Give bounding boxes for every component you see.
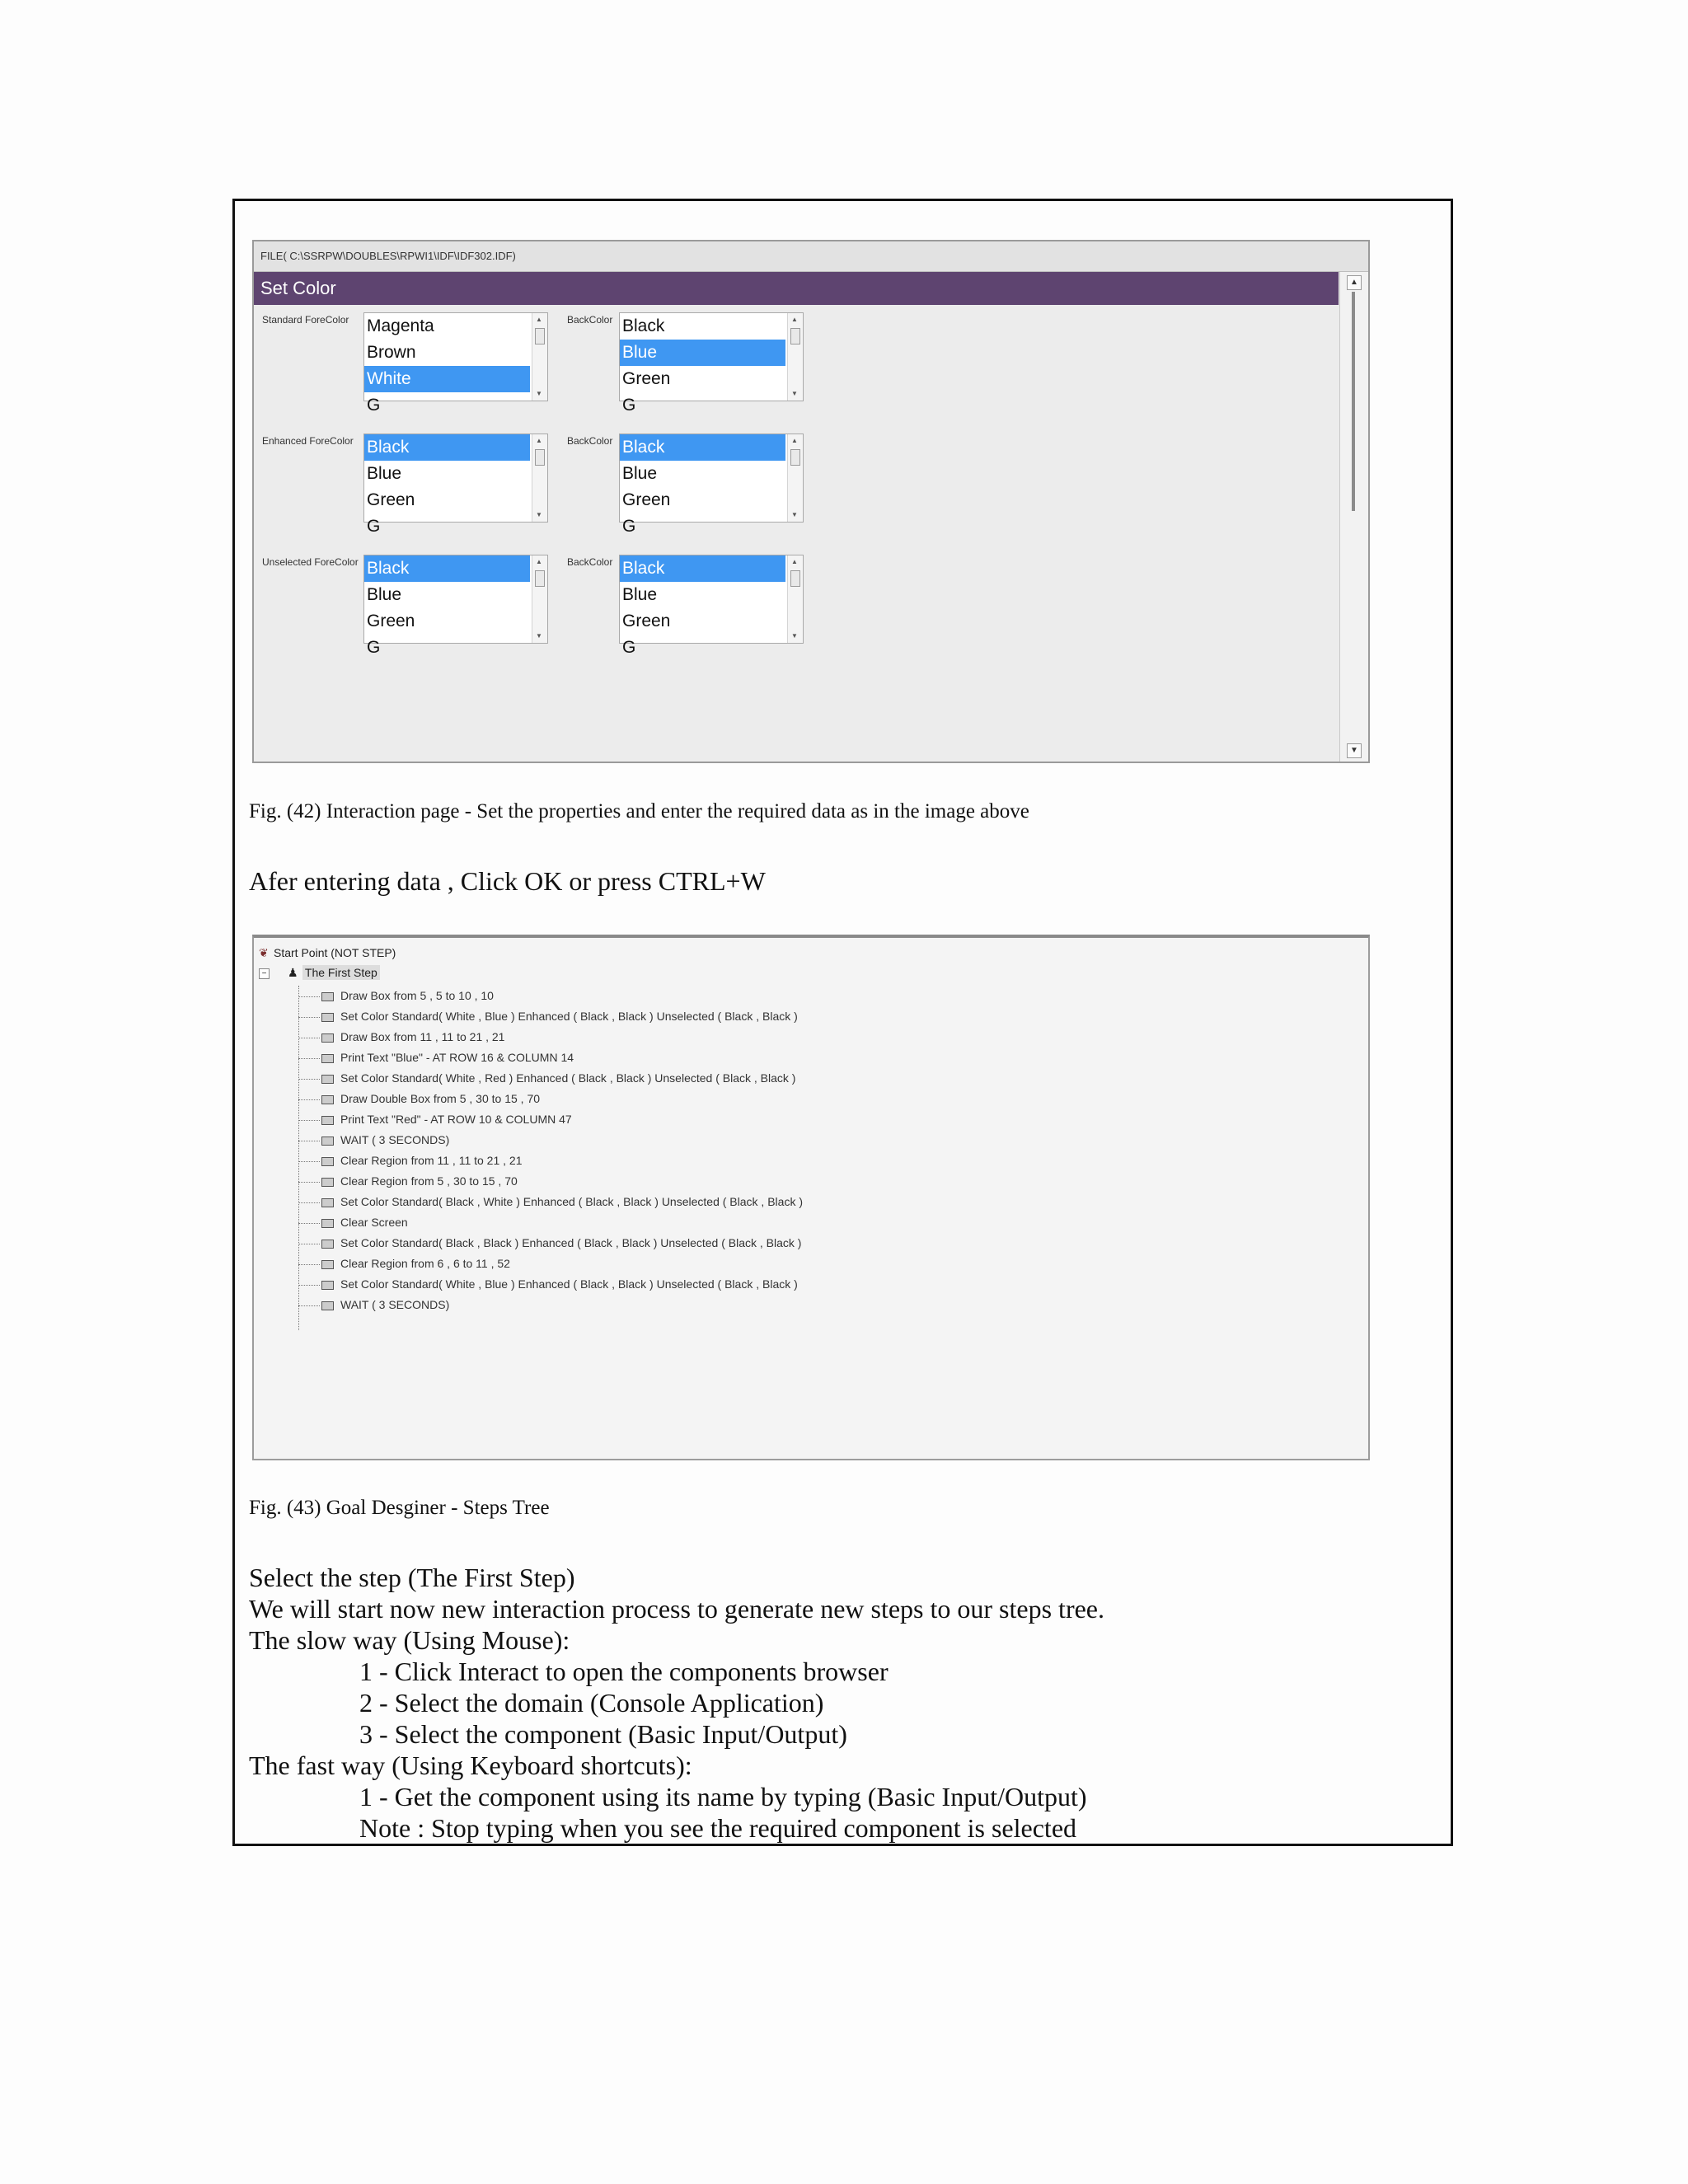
tree-connector — [298, 1120, 320, 1121]
step-icon — [321, 1219, 334, 1228]
list-scrollbar[interactable] — [532, 434, 547, 522]
tree-item[interactable] — [298, 1295, 449, 1315]
list-scroll-thumb[interactable] — [535, 449, 545, 466]
tree-item-label: Clear Region from 11 , 11 to 21 , 21 — [340, 1154, 523, 1167]
chevron-up-icon[interactable]: ▲ — [536, 437, 542, 444]
list-option-selected[interactable]: Black — [620, 555, 785, 582]
list-scroll-thumb[interactable] — [790, 328, 800, 344]
step-icon — [321, 1281, 334, 1290]
step-icon — [321, 1095, 334, 1104]
list-option[interactable]: G — [622, 396, 636, 415]
collapse-icon[interactable]: − — [259, 968, 270, 979]
list-option[interactable]: Green — [622, 612, 671, 630]
list-option[interactable]: Green — [367, 612, 415, 630]
chevron-up-icon[interactable]: ▲ — [791, 437, 798, 444]
list-scrollbar[interactable] — [532, 555, 547, 643]
unselected-forecolor-label: Unselected ForeColor — [262, 556, 359, 568]
tree-root-label: Start Point (NOT STEP) — [274, 946, 396, 959]
list-option[interactable]: Green — [622, 490, 671, 509]
step-person-icon: ♟ — [288, 966, 298, 979]
list-option[interactable]: Blue — [622, 464, 658, 483]
tree-item[interactable] — [298, 986, 494, 1006]
scroll-down-icon[interactable]: ▼ — [1347, 743, 1362, 758]
list-option[interactable]: G — [367, 517, 381, 536]
step-icon — [321, 1260, 334, 1269]
tree-item-label: WAIT ( 3 SECONDS) — [340, 1298, 450, 1311]
body-line-indented: 1 - Click Interact to open the components browser — [359, 1657, 889, 1686]
backcolor-label: BackColor — [567, 314, 613, 326]
tree-item[interactable] — [298, 1212, 408, 1233]
scroll-thumb[interactable] — [1352, 292, 1355, 511]
step-icon — [321, 1054, 334, 1063]
list-scrollbar[interactable] — [532, 313, 547, 401]
list-option[interactable]: Blue — [367, 464, 402, 483]
standard-forecolor-label: Standard ForeColor — [262, 314, 349, 326]
tree-step-label: The First Step — [302, 965, 380, 980]
tree-connector — [298, 996, 320, 997]
set-color-window — [252, 240, 1370, 763]
list-scroll-thumb[interactable] — [535, 570, 545, 587]
tree-item[interactable] — [298, 1233, 801, 1254]
step-icon — [321, 1013, 334, 1022]
chevron-down-icon[interactable]: ▼ — [536, 632, 542, 640]
tree-root[interactable] — [259, 946, 396, 960]
tree-item-label: Clear Screen — [340, 1216, 408, 1229]
chevron-down-icon[interactable]: ▼ — [791, 632, 798, 640]
step-icon — [321, 1178, 334, 1187]
list-option-selected[interactable]: Black — [364, 434, 530, 461]
scroll-up-icon[interactable]: ▲ — [1347, 275, 1362, 290]
tree-connector — [298, 1202, 320, 1203]
tree-item-label: Set Color Standard( Black , White ) Enhanced ( Black , Black ) Unselected ( Black , Black ) — [340, 1195, 803, 1208]
chevron-down-icon[interactable]: ▼ — [536, 511, 542, 518]
list-scroll-thumb[interactable] — [535, 328, 545, 344]
list-option[interactable]: Green — [367, 490, 415, 509]
tree-item-label: Clear Region from 6 , 6 to 11 , 52 — [340, 1257, 510, 1270]
figure-43-caption: Fig. (43) Goal Desginer - Steps Tree — [249, 1497, 550, 1519]
body-line: We will start now new interaction process to generate new steps to our steps tree. — [249, 1594, 1104, 1624]
tree-item-label: Set Color Standard( White , Blue ) Enhanced ( Black , Black ) Unselected ( Black , Black ) — [340, 1010, 798, 1023]
list-scrollbar[interactable] — [787, 313, 803, 401]
step-icon — [321, 1198, 334, 1207]
tree-item[interactable] — [298, 1192, 803, 1212]
tree-step-first[interactable] — [259, 966, 380, 980]
tree-connector — [298, 1223, 320, 1224]
list-option[interactable]: G — [622, 517, 636, 536]
list-option[interactable]: G — [367, 638, 381, 657]
standard-forecolor-list[interactable] — [363, 312, 548, 415]
tree-item[interactable] — [298, 1130, 449, 1151]
tree-item-label: Print Text "Blue" - AT ROW 16 & COLUMN 14 — [340, 1051, 574, 1064]
step-icon — [321, 1157, 334, 1166]
chevron-up-icon[interactable]: ▲ — [536, 558, 542, 565]
standard-backcolor-list[interactable] — [619, 312, 804, 415]
tree-item-label: Draw Box from 11 , 11 to 21 , 21 — [340, 1030, 505, 1043]
step-icon — [321, 992, 334, 1001]
list-scrollbar[interactable] — [787, 434, 803, 522]
tree-connector — [298, 1285, 320, 1286]
backcolor-label: BackColor — [567, 556, 613, 568]
tree-item[interactable] — [298, 1089, 540, 1109]
body-line-indented: 3 - Select the component (Basic Input/Output) — [359, 1719, 847, 1749]
enhanced-forecolor-label: Enhanced ForeColor — [262, 435, 354, 447]
tree-item-label: Print Text "Red" - AT ROW 10 & COLUMN 47 — [340, 1113, 572, 1126]
tree-item[interactable] — [298, 1254, 510, 1274]
body-line-indented: 2 - Select the domain (Console Application) — [359, 1688, 824, 1718]
body-line-indented: Note : Stop typing when you see the required component is selected — [359, 1813, 1077, 1843]
tree-connector — [298, 1305, 320, 1306]
chevron-down-icon[interactable]: ▼ — [791, 390, 798, 397]
step-icon — [321, 1033, 334, 1043]
list-option[interactable]: Blue — [367, 585, 402, 604]
tree-item[interactable] — [298, 1027, 504, 1047]
list-scrollbar[interactable] — [787, 555, 803, 643]
instruction-text: Afer entering data , Click OK or press CTRL+W — [249, 866, 766, 896]
start-point-icon: ❦ — [259, 946, 269, 959]
unselected-forecolor-list[interactable] — [363, 555, 548, 657]
tree-item-label: Clear Region from 5 , 30 to 15 , 70 — [340, 1174, 518, 1188]
tree-item-label: Set Color Standard( Black , Black ) Enhanced ( Black , Black ) Unselected ( Black , Black ) — [340, 1236, 802, 1249]
tree-item[interactable] — [298, 1151, 523, 1171]
step-icon — [321, 1301, 334, 1310]
tree-item[interactable] — [298, 1047, 574, 1068]
window-scrollbar[interactable] — [1339, 272, 1368, 762]
list-option-selected[interactable]: Black — [364, 555, 530, 582]
tree-connector — [298, 1099, 320, 1100]
body-line: The slow way (Using Mouse): — [249, 1625, 570, 1655]
list-scroll-thumb[interactable] — [790, 449, 800, 466]
chevron-down-icon[interactable]: ▼ — [791, 511, 798, 518]
tree-item-label: Set Color Standard( White , Red ) Enhanced ( Black , Black ) Unselected ( Black , Black ) — [340, 1071, 796, 1085]
file-path-bar: FILE( C:\SSRPW\DOUBLES\RPWI1\IDF\IDF302.IDF) — [254, 241, 1368, 272]
tree-connector — [298, 1161, 320, 1162]
tree-connector — [298, 1017, 320, 1018]
tree-item[interactable] — [298, 1006, 798, 1027]
tree-item[interactable] — [298, 1171, 518, 1192]
enhanced-forecolor-list[interactable] — [363, 434, 548, 536]
tree-connector — [298, 1079, 320, 1080]
list-option-selected[interactable]: White — [364, 366, 530, 392]
tree-connector — [298, 1058, 320, 1059]
chevron-up-icon[interactable]: ▲ — [791, 558, 798, 565]
backcolor-label: BackColor — [567, 435, 613, 447]
set-color-title: Set Color — [254, 272, 1339, 305]
list-option[interactable]: Blue — [622, 585, 658, 604]
list-option[interactable]: Magenta — [367, 316, 434, 335]
list-option-selected[interactable]: Blue — [620, 340, 785, 366]
tree-item[interactable] — [298, 1109, 572, 1130]
tree-connector — [298, 1182, 320, 1183]
list-option-selected[interactable]: Black — [620, 434, 785, 461]
tree-item-label: Draw Double Box from 5 , 30 to 15 , 70 — [340, 1092, 541, 1105]
body-line: The fast way (Using Keyboard shortcuts): — [249, 1750, 692, 1780]
chevron-up-icon[interactable]: ▲ — [791, 316, 798, 323]
unselected-backcolor-list[interactable] — [619, 555, 804, 657]
step-icon — [321, 1116, 334, 1125]
step-icon — [321, 1240, 334, 1249]
tree-item-label: Draw Box from 5 , 5 to 10 , 10 — [340, 989, 494, 1002]
tree-item-label: WAIT ( 3 SECONDS) — [340, 1133, 450, 1146]
enhanced-backcolor-list[interactable] — [619, 434, 804, 536]
figure-42-caption: Fig. (42) Interaction page - Set the properties and enter the required data as in the image above — [249, 800, 1029, 823]
tree-item[interactable] — [298, 1068, 795, 1089]
list-option[interactable]: Black — [622, 316, 665, 335]
tree-item[interactable] — [298, 1274, 798, 1295]
list-scroll-thumb[interactable] — [790, 570, 800, 587]
tree-item-label: Set Color Standard( White , Blue ) Enhanced ( Black , Black ) Unselected ( Black , Black ) — [340, 1277, 798, 1291]
steps-tree-panel — [252, 935, 1370, 1460]
step-icon — [321, 1137, 334, 1146]
list-option[interactable]: G — [622, 638, 636, 657]
chevron-up-icon[interactable]: ▲ — [536, 316, 542, 323]
step-icon — [321, 1075, 334, 1084]
chevron-down-icon[interactable]: ▼ — [536, 390, 542, 397]
body-line-indented: 1 - Get the component using its name by typing (Basic Input/Output) — [359, 1782, 1087, 1811]
tree-connector — [298, 1264, 320, 1265]
body-line: Select the step (The First Step) — [249, 1563, 575, 1592]
list-option[interactable]: G — [367, 396, 381, 415]
list-option[interactable]: Brown — [367, 343, 416, 362]
list-option[interactable]: Green — [622, 369, 671, 388]
